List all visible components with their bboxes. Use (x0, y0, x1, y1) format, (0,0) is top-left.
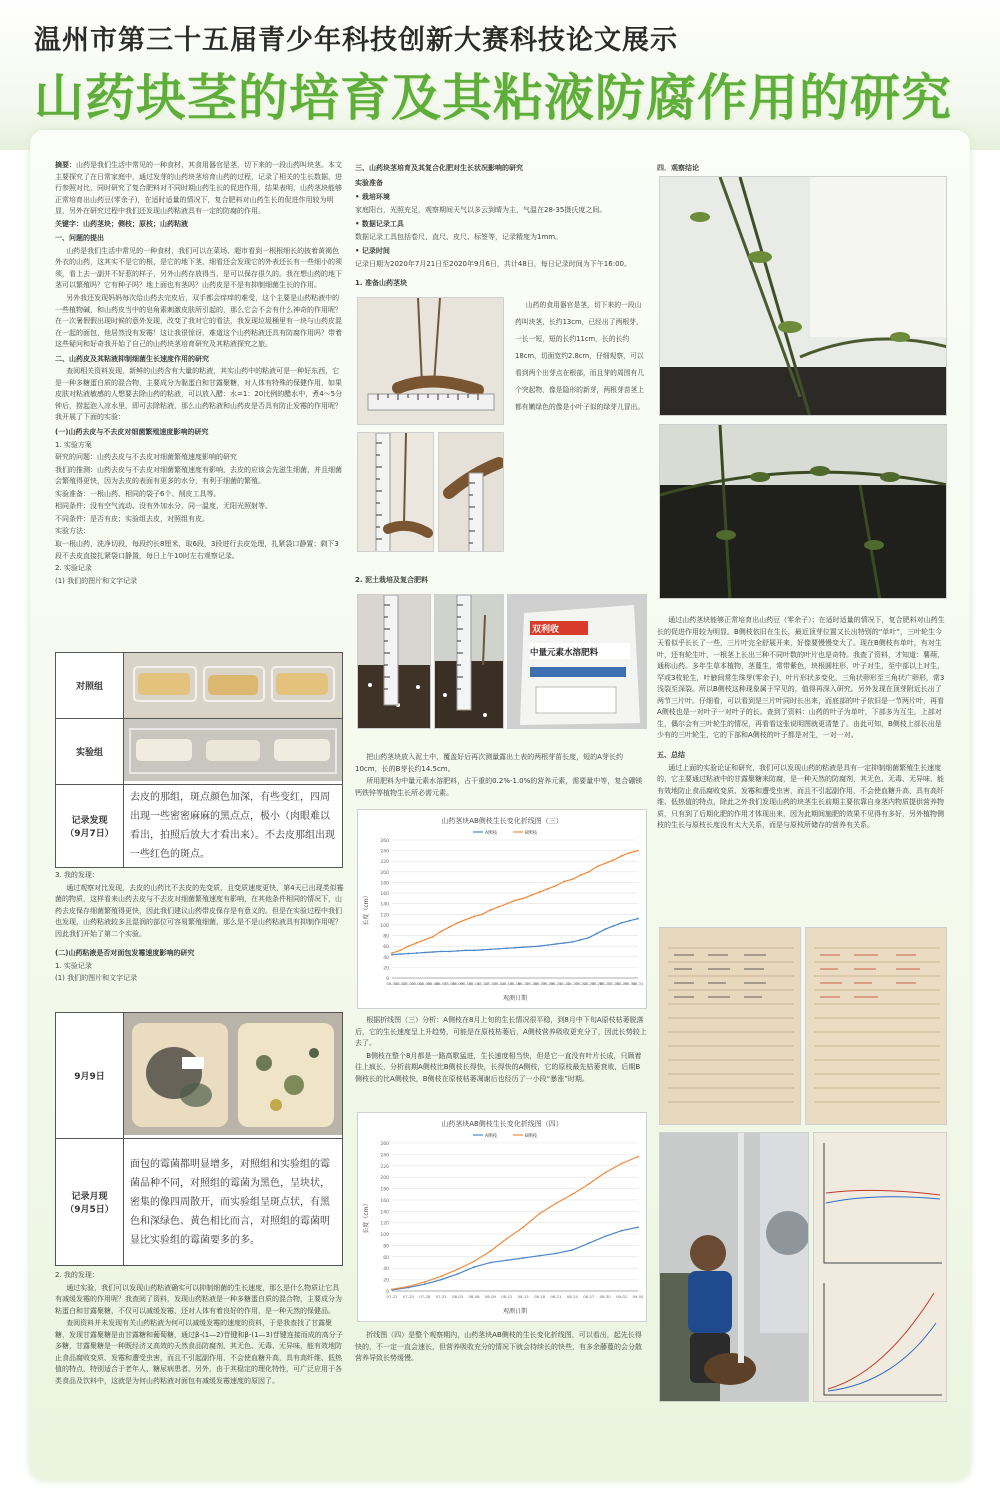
experiment-line: 实验方法： (55, 527, 90, 536)
y-tick-label: 240 (380, 1153, 389, 1159)
data-point (457, 950, 459, 952)
experiment2-line: (1) 我们的图片和文字记录 (55, 974, 138, 983)
table-label-record: 记录发现 （9月7日） (56, 785, 124, 868)
experiment-2-table (55, 1012, 343, 1266)
experiment-line: 取一根山药，洗净切段，每段约长8厘米，取6段，3段进行去皮处理，扎紧袋口静置；剩下3段不去皮直接扎紧袋口静置，每日上午10时左右观察记录。 (55, 539, 339, 560)
section-1-title: 一、问题的提出 (55, 234, 104, 243)
moldy-bread-photo (124, 1013, 342, 1135)
x-tick-label: 08-19 (534, 981, 546, 986)
data-point (408, 945, 410, 947)
y-tick-label: 100 (380, 923, 389, 929)
x-tick-label: 08-28 (607, 981, 619, 986)
tools-title: • 数据记录工具 (355, 220, 404, 229)
data-point (621, 1163, 623, 1165)
y-tick-label: 220 (380, 860, 389, 866)
data-point (539, 891, 541, 893)
finding-2-text: 查阅资料并未发现有关山药粘液为何可以减缓发霉的速度的资料，于是我查找了甘露聚糖，发现甘露聚糖是由甘露糖和葡萄糖，通过β-(1—2)苷键和β-(1—3)苷键连接而成的高分子多糖，甘露聚糖是一种既经济又高效的天然食品防腐剂，其无色、无毒、无异味，能有效地防止食品腐败变质、发霉和遭受虫害，而且不引起副作用，不会使血糖升高，具有高纤维、低热值的特点，特别适合于老年人、糖尿病患者。另外，由于其稳定的理化特性，可广泛应用于各类食品及饮料中，这就是为何山药粘液对面包有减缓发霉速度的原因了。 (55, 1319, 343, 1385)
poster-subtitle: 温州市第三十五届青少年科技创新大赛科技论文展示 (34, 25, 678, 56)
x-tick-label: 09-02 (616, 1294, 628, 1299)
abstract: 摘要：山药是我们生活中常见的一种食材，其食用器官是茎，切下来的一段山药叫块茎。本文主要探究了在日常家庭中，通过发芽的山药块茎培育山药的过程，记录了相关的生长数据，进行参照对比，同时研究了复合肥料对不同时期山药生长的促进作用，结果表明，山药茎块能够正常培育出山药豆(零余子)，在适时适量的情况下，复合肥料对山药生长的促进作用较为明显，另外在研究过程中我们还发现山药粘液具有一定的防腐的作用。 (55, 161, 342, 216)
y-tick-label: 80 (383, 934, 389, 940)
x-tick-label: 08-30 (624, 981, 636, 986)
data-point (522, 1226, 524, 1228)
section-4-text: 通过山药茎块能够正常培育出山药豆（零余子）；在适时适量的情况下，复合肥料对山药生长的促进作用较为明显。B侧枝依旧在生长，最近顶芽位置又长出特别的“单叶”，三叶轮生今天看似乎长长了一些，三片叶完全舒展开来，好像要慢慢变大了。现在B侧枝有单叶，有对生叶，还有轮生叶，一根茎上长出三种不同叶数的叶片也是奇特。我查了资料，才知道：薯蒴，通称山药。多年生草本植物，茎蔓生，常带紫色，块根圆柱形，叶子对生，至中部以上对生，罕或3枚轮生，叶腋间常生珠芽(零余子)，叶片形状多变化，三角状卵形至三角状广卵形，常3浅裂至深裂。所以B侧枝这种现象属于罕见的，值得再深入研究。另外发现在顶芽附近长出了两节三片叶。仔细看，可以看到是三片叶同时长出来，而底部的叶子依旧是一节两片叶，再看A侧枝也是一对叶子一对叶子的长。查到了资料：山药的叶子为单叶，下部多为互生，上部对生，偶尔会有三叶轮生的情况，再看看这张说明图就更清楚了。由此可知，B侧枝上部长出是少有的三叶轮生，它的下部和A侧枝的叶子都是对生，一对一对。 (657, 616, 945, 740)
measuring-photo (659, 1132, 809, 1402)
data-point (506, 903, 508, 905)
table-label-experiment: 实验组 (56, 719, 124, 785)
step-1-title: 1. 准备山药茎块 (355, 279, 407, 288)
section-1-paragraph: 山药是我们生活中常见的一种食材，我们可以在菜场、超市看到一根根细长的披着黄褐色外衣的山药，这其实不是它的根，是它的地下茎，细看还会发现它的外表还长有一些细小的须须，看上去一副并不好惹的样子，另外山药存放得当，是可以保存很久的。我在想山药的地下茎可以繁殖吗？它有种子吗？地上面也有茎吗？山药皮是不是有抑制细菌生长的作用。 (55, 246, 342, 290)
yam-tuber-photo-2 (357, 432, 434, 552)
x-tick-label: 08-27 (583, 1294, 595, 1299)
x-tick-label: 08-20 (542, 981, 554, 986)
y-tick-label: 20 (383, 966, 389, 972)
data-point (531, 946, 533, 948)
experiment-line: 2. 实验记录 (55, 564, 92, 573)
x-tick-label: 08-14 (493, 981, 505, 986)
x-tick-label: 08-10 (460, 981, 472, 986)
column-1-part-2 (55, 870, 345, 986)
x-tick-label: 08-03 (452, 1294, 464, 1299)
y-tick-label: 60 (383, 1255, 389, 1261)
data-point (572, 878, 574, 880)
legend-label: A侧枝 (485, 831, 498, 836)
tools-text: 数据记录工具包括卷尺、直尺、皮尺、标签等，记录精度为1mm。 (355, 232, 563, 241)
section-2-title: 二、山药皮及其粘液抑制细菌生长速度作用的研究 (55, 354, 209, 363)
data-point (613, 925, 615, 927)
chart-4-title: 山药茎块AB侧枝生长变化折线图（四） (441, 1120, 563, 1128)
data-point (613, 859, 615, 861)
data-point (637, 850, 639, 852)
prep-title: 实验准备 (355, 178, 383, 187)
data-point (547, 944, 549, 946)
peeled-yam-photo (124, 719, 342, 781)
data-point (440, 1275, 442, 1277)
data-point (563, 942, 565, 944)
subsection-1-title: (一)山药去皮与不去皮对细菌繁殖速度影响的研究 (55, 428, 209, 437)
data-point (580, 874, 582, 876)
data-point (449, 926, 451, 928)
step-1-text-block (515, 297, 647, 417)
data-point (580, 939, 582, 941)
step-2-text: 所用肥料为中量元素水溶肥料，占干重的0.2%-1.0%的营养元素，需要量中等，复合硼镁钙铁锌等植物生长所必需元素。 (355, 777, 643, 797)
y-tick-label: 140 (380, 902, 389, 908)
experiment-line: 1. 实验方案 (55, 440, 92, 449)
data-point (588, 871, 590, 873)
section-5-title: 五、总结 (657, 751, 685, 760)
data-point (473, 916, 475, 918)
section-4-text-block (657, 615, 947, 833)
fertilizer-brand: 双利收 (532, 625, 560, 635)
yam-tuber-photo-3 (438, 432, 504, 552)
experiment-line: 我们的推测：山药去皮与不去皮对细菌繁殖速度有影响，去皮的应该会先滋生细菌，并且细菌会繁殖得更快，因为去皮的表面有更多的水分，有利于细菌的繁殖。 (55, 465, 342, 486)
data-point (473, 1261, 475, 1263)
soil-planting-photo-2 (434, 594, 504, 729)
x-tick-label: 08-25 (583, 981, 595, 986)
data-point (555, 1202, 557, 1204)
notebook-photo-2 (805, 927, 947, 1125)
column-1 (55, 160, 345, 588)
y-tick-label: 180 (380, 1187, 389, 1193)
legend-label: B侧枝 (525, 831, 538, 836)
y-tick-label: 80 (383, 1244, 389, 1250)
chart-3-analysis-2: B侧枝在整个8月都是一路高歌猛进，生长速度相当快，但是它一直没有叶片长成，只顾着往上疯长，分析前期A侧枝比B侧枝长得快，长得快的A侧枝，它的原枝最先枯萎衰败，后期B侧枝长的比A侧枝快，B侧枝在原枝枯萎凋谢后也经历了一小段“暴涨”时期。 (355, 1051, 642, 1083)
data-point (596, 933, 598, 935)
x-tick-label: 08-07 (435, 981, 447, 986)
table-label-record-2: 记录月现 （9月5日） (56, 1139, 124, 1266)
x-tick-label: 08-24 (566, 1294, 578, 1299)
section-1-paragraph: 另外我还发现妈妈每次给山药去完皮后，双手都会痒痒的难受，这个主要是山药粘液中的一些植物碱，和山药皮当中的皂角素刺激皮肤所引起的，那么它会不会有什么神奇的作用呢？在一次暑假假出现时候的意外发现，改变了我对它的看法，我发现垃圾桶里有一块与山药皮混在一起的面包，他居然没有发霉！这让我很惊讶，难道这个山药粘液还具有防腐作用吗？带着这些疑问和好奇我开始了自己的山药块茎培育研究及其粘液探究之旅。 (55, 294, 342, 349)
data-point (490, 909, 492, 911)
experiment-1-table (55, 652, 343, 868)
data-point (522, 946, 524, 948)
data-point (490, 1250, 492, 1252)
table-label-date: 9月9日 (56, 1013, 124, 1139)
data-point (457, 1268, 459, 1270)
x-tick-label: 08-12 (501, 1294, 513, 1299)
column-2 (355, 160, 647, 291)
notebook-photo-1 (659, 927, 801, 1125)
experiment-line: 实验准备：一根山药、相同的袋子6个、削皮工具等。 (55, 489, 221, 498)
data-point (539, 1213, 541, 1215)
data-point (424, 1283, 426, 1285)
x-tick-label: 08-06 (427, 981, 439, 986)
data-point (408, 953, 410, 955)
x-tick-label: 08-09 (452, 981, 464, 986)
x-tick-label: 08-02 (394, 981, 406, 986)
env-text: 家庭阳台，光照充足，观察期间天气以多云到晴为主，气温在28-35摄氏度之间。 (355, 205, 607, 214)
handwritten-graph-photo (813, 1132, 947, 1402)
keywords: 关键字：山药茎块；侧枝；原枝；山药粘液 (55, 219, 188, 228)
y-tick-label: 120 (380, 913, 389, 919)
data-point (522, 1257, 524, 1259)
vine-photo-2 (659, 424, 947, 599)
vine-photo-1 (659, 176, 947, 416)
y-tick-label: 40 (383, 955, 389, 961)
data-point (432, 936, 434, 938)
data-point (408, 1286, 410, 1288)
y-axis-label: 长度（cm） (363, 1200, 370, 1234)
data-point (424, 1281, 426, 1283)
data-point (424, 952, 426, 954)
fertilizer-bag-photo (507, 594, 647, 729)
x-tick-label: 08-09 (484, 1294, 496, 1299)
data-point (498, 948, 500, 950)
x-tick-label: 08-31 (632, 981, 644, 986)
series-line (392, 919, 638, 955)
data-point (588, 1183, 590, 1185)
section-5-text: 通过上面的实验论证和研究，我们可以发现山药的粘液是具有一定抑制细菌繁殖生长速度的，它主要通过粘液中的甘露聚糖来防腐，是一种天然的防腐剂，其无色、无毒、无异味，能有效地防止食品腐败变质、发霉和遭受虫害，而且不引起副作用，不会使血糖升高，具有高纤维、低热值的特点，除此之外我们发现山药的块茎生长前期主要依靠自身茎内物质提供营养物质，只有到了后期化肥的作用才体现出来，因为此期间施肥的效果不见得有多好，另外植物侧枝的生长与原枝长度没有太大关系，而是与原枝所储存的营养有关系。 (657, 763, 944, 830)
x-tick-label: 07-25 (402, 1294, 414, 1299)
data-point (399, 950, 401, 952)
y-tick-label: 0 (386, 977, 389, 982)
data-point (637, 918, 639, 920)
data-point (531, 894, 533, 896)
legend-label: A侧枝 (485, 1134, 498, 1139)
chart-3-analysis-block (355, 1015, 647, 1086)
data-point (506, 1238, 508, 1240)
y-axis-label: 长度（cm） (363, 892, 370, 926)
fertilizer-label: 中量元素水溶肥料 (530, 648, 599, 658)
x-tick-label: 08-27 (599, 981, 611, 986)
y-tick-label: 0 (386, 1290, 389, 1295)
data-point (465, 919, 467, 921)
subsection-2-title: (二)山药粘液是否对面包发霉速度影响的研究 (55, 949, 195, 958)
record-text-2: 面包的霉菌都明显增多，对照组和实验组的霉菌品种不同，对照组的霉菌为黑色，呈块状，密集的像四周散开，而实验组呈斑点状，有黑色和深绿色、黄色相比而言，对照组的霉菌明显比实验组的霉菌要多的多。 (124, 1139, 343, 1266)
data-point (514, 900, 516, 902)
x-axis-label: 观测日期 (502, 1308, 528, 1315)
x-tick-label: 08-11 (468, 981, 480, 986)
experiment-line: 不同条件：是否有皮；实验组去皮，对照组有皮。 (55, 514, 209, 523)
legend-label: B侧枝 (525, 1134, 538, 1139)
data-point (473, 1266, 475, 1268)
data-point (440, 951, 442, 953)
chart-4-plot (358, 1113, 648, 1323)
x-axis-label: 观测日期 (502, 995, 528, 1002)
soil-planting-photo-1 (357, 594, 431, 729)
finding-1-text: 通过观察对比发现，去皮的山药比不去皮的先变质，且变质速度更快，第4天已出现类似霉菌的物质，这样看来山药去皮与不去皮对细菌繁殖速度有影响，在其他条件相同的情况下，山药去皮保存细菌繁殖得更快，因此我们建议山药带皮保存是有意义的。但是在实验过程中我们也发现，山药粘液较多且湿润的部位可容易繁殖细菌，那么是不是山药粘液具有抑制作用呢？因此我们开始了第二个实验。 (55, 883, 344, 938)
time-text: 记录日期为2020年7月21日至2020年9月6日，共计48日，每日记录时间为下午16:00。 (355, 259, 631, 268)
experiment-group-photo (124, 719, 343, 785)
line-chart-4 (357, 1112, 647, 1322)
data-point (490, 948, 492, 950)
data-point (572, 941, 574, 943)
x-tick-label: 08-24 (575, 981, 587, 986)
x-tick-label: 08-29 (616, 981, 628, 986)
y-tick-label: 260 (380, 1142, 389, 1147)
record-text: 去皮的那组，斑点颜色加深，有些变红，四周出现一些密密麻麻的黑点点，极小（肉眼难以看出，拍照后放大才看出来）。不去皮那组出现一些红色的斑点。 (124, 785, 343, 868)
x-tick-label: 08-22 (558, 981, 570, 986)
x-tick-label: 07-31 (435, 1294, 447, 1299)
column-3 (657, 160, 947, 176)
data-point (588, 937, 590, 939)
data-point (391, 954, 393, 956)
data-point (588, 1242, 590, 1244)
x-tick-label: 08-30 (599, 1294, 611, 1299)
y-tick-label: 20 (383, 1278, 389, 1284)
experiment-line: 研究的问题：山药去皮与不去皮对细菌繁殖速度影响的研究 (55, 453, 237, 462)
finding-2-text: 通过实验，我们可以发现山药粘液确实可以抑制细菌的生长速度，那么是什么物质让它具有减缓发霉的作用呢？我查阅了资料，发现山药粘液是一种多糖蛋白质的混合物，主要成分为粘蛋白和甘露聚糖，不仅可以减缓发霉，还对人体有着良好的作用，是一种天然的保健品。 (55, 1283, 342, 1315)
data-point (572, 1249, 574, 1251)
x-tick-label: 08-15 (501, 981, 513, 986)
experiment2-line: 1. 实验记录 (55, 961, 92, 970)
y-tick-label: 220 (380, 1164, 389, 1170)
data-point (621, 855, 623, 857)
data-point (621, 922, 623, 924)
finding-2-title: 2. 我的发现： (55, 1271, 99, 1279)
x-tick-label: 08-04 (411, 981, 423, 986)
data-point (555, 943, 557, 945)
data-point (449, 951, 451, 953)
data-point (604, 1172, 606, 1174)
data-point (416, 942, 418, 944)
step-1-text: 山药的食用器官是茎，切下来的一段山药叫块茎，长约13cm，已经出了两根芽，一长一短，短的长约11cm，长的长约18cm，切面宽约2.8cm，仔细观察，可以看到两个出芽点在根部，而且芽的周围有几个突起物，像是隐形的新芽，两根芽苗茎上都有嫩绿色的像是小叶子似的绿芽儿冒出。 (515, 301, 645, 411)
y-tick-label: 120 (380, 1221, 389, 1227)
data-point (490, 1262, 492, 1264)
data-point (555, 885, 557, 887)
data-point (498, 906, 500, 908)
x-tick-label: 08-15 (517, 1294, 529, 1299)
data-point (637, 1226, 639, 1228)
data-point (457, 922, 459, 924)
x-tick-label: 07-28 (419, 1294, 431, 1299)
data-point (514, 947, 516, 949)
step-2-title-block (355, 572, 647, 588)
data-point (506, 947, 508, 949)
bread-photo (124, 1013, 343, 1139)
step-2-text: 把山药茎块放入泥土中，覆盖好后再次测量露出土表的两根芽苗长度，短的A芽长约10cm，长的B芽长约14.5cm。 (355, 753, 623, 773)
data-point (629, 920, 631, 922)
data-point (522, 897, 524, 899)
experiment-line: (1) 我们的图片和文字记录 (55, 576, 138, 585)
chart-3-analysis: 根据折线图（三）分析：A侧枝在8月上旬的生长情况很平稳，到8月中下旬A原枝枯萎脱落后，它的生长速度呈上升趋势，可能是在原枝枯萎后，A侧枝营养吸收更充分了，因此长势较上去了。 (355, 1016, 647, 1048)
data-point (604, 1235, 606, 1237)
x-tick-label: 08-18 (525, 981, 537, 986)
env-title: • 栽培环境 (355, 193, 390, 202)
data-point (604, 862, 606, 864)
poster-title: 山药块茎的培育及其粘液防腐作用的研究 (34, 69, 952, 127)
chart-4-analysis-block (355, 1330, 647, 1366)
y-tick-label: 200 (380, 870, 389, 876)
data-point (416, 952, 418, 954)
section-2-paragraph: 查阅相关资料发现，新鲜的山药含有大量的粘液，其实山药中的粘液可是一种好东西，它是一种多糖蛋白质的混合物，主要成分为黏蛋白和甘露聚糖，对人体有特殊的保健作用，如果皮肤对粘液敏感的人想要去除山药的粘液，可以放入醋：水=1：20比例的醋水中，煮4～5分钟后，捞起泡入凉水里，即可去除粘液，那么山药粘液和山药皮是否具有防止发霉的作用呢？我开展了下面的实验： (55, 367, 343, 422)
data-point (424, 939, 426, 941)
data-point (539, 1255, 541, 1257)
data-point (440, 1279, 442, 1281)
data-point (563, 881, 565, 883)
data-point (432, 951, 434, 953)
x-tick-label: 08-23 (566, 981, 578, 986)
column-1-part-3 (55, 1270, 345, 1388)
y-tick-label: 260 (380, 839, 389, 844)
data-point (440, 930, 442, 932)
data-point (391, 1288, 393, 1290)
y-tick-label: 60 (383, 945, 389, 951)
section-3-title: 三、山药块茎培育及其复合化肥对生长状况影响的研究 (355, 164, 523, 172)
data-point (465, 950, 467, 952)
x-tick-label: 08-01 (386, 981, 398, 986)
y-tick-label: 200 (380, 1176, 389, 1182)
chart-3-title: 山药茎块AB侧枝生长变化折线图（三） (441, 817, 563, 825)
x-tick-label: 08-03 (402, 981, 414, 986)
step-2-text-block (355, 752, 647, 800)
data-point (629, 852, 631, 854)
x-tick-label: 08-21 (550, 1294, 562, 1299)
time-title: • 记录时间 (355, 247, 390, 256)
x-tick-label: 08-21 (550, 981, 562, 986)
x-tick-label: 09-05 (632, 1294, 644, 1299)
data-point (572, 1193, 574, 1195)
chart-3-plot (358, 810, 648, 1010)
x-tick-label: 08-06 (468, 1294, 480, 1299)
x-tick-label: 08-12 (476, 981, 488, 986)
x-tick-label: 08-18 (534, 1294, 546, 1299)
y-tick-label: 140 (380, 1210, 389, 1216)
table-label-control: 对照组 (56, 653, 124, 719)
experiment-line: 相同条件：没有空气流动、没有外加水分、同一温度、无阳光照射等。 (55, 502, 272, 511)
yam-in-bags-photo (124, 653, 342, 715)
section-4-title: 四．观察结论 (657, 164, 699, 172)
data-point (539, 945, 541, 947)
y-tick-label: 180 (380, 881, 389, 887)
control-group-photo (124, 653, 343, 719)
data-point (457, 1273, 459, 1275)
line-chart-3 (357, 809, 647, 1009)
y-tick-label: 160 (380, 1198, 389, 1204)
data-point (604, 928, 606, 930)
data-point (481, 913, 483, 915)
x-tick-label: 08-05 (419, 981, 431, 986)
data-point (547, 888, 549, 890)
series-line (392, 851, 638, 953)
x-tick-label: 08-17 (517, 981, 529, 986)
x-tick-label: 08-13 (484, 981, 496, 986)
y-tick-label: 100 (380, 1233, 389, 1239)
data-point (506, 1259, 508, 1261)
data-point (621, 1230, 623, 1232)
data-point (391, 952, 393, 954)
chart-4-analysis: 折线图（四）是整个观察期内，山药茎块AB侧枝的生长变化折线图，可以看出，起先长得快的，不一定一直会速长，但营养吸收充分的情况下就会持续长的快些，有多余藤蔓的会分散营养导致长势缓慢。 (355, 1331, 642, 1363)
y-tick-label: 160 (380, 892, 389, 898)
y-tick-label: 240 (380, 849, 389, 855)
x-tick-label: 08-08 (443, 981, 455, 986)
data-point (596, 866, 598, 868)
finding-1-title: 3. 我的发现： (55, 871, 99, 879)
yam-tuber-photo-1 (357, 297, 504, 425)
data-point (555, 1253, 557, 1255)
y-tick-label: 40 (383, 1267, 389, 1273)
data-point (637, 1156, 639, 1158)
x-tick-label: 08-16 (509, 981, 521, 986)
data-point (399, 953, 401, 955)
data-point (481, 949, 483, 951)
step-2-title: 2. 泥土栽培及复合肥料 (355, 576, 428, 584)
x-tick-label: 08-26 (591, 981, 603, 986)
x-tick-label: 07-22 (386, 1294, 398, 1299)
data-point (473, 950, 475, 952)
